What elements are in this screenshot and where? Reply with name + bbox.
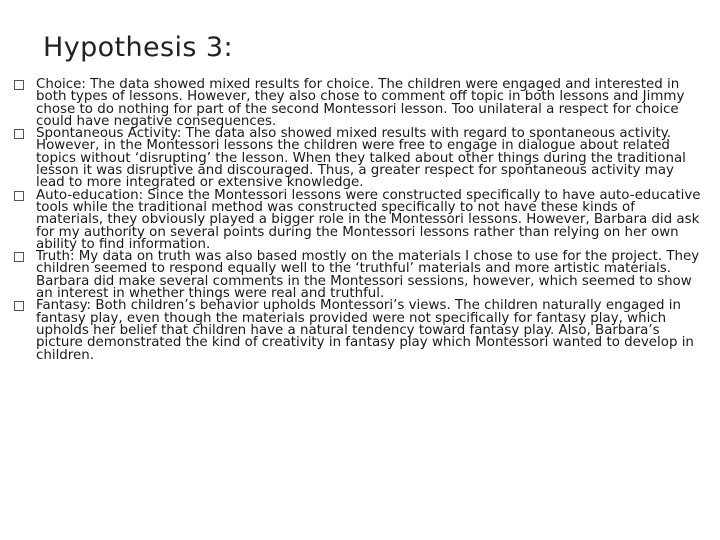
bullet-item-spontaneous-activity bbox=[14, 128, 704, 189]
square-bullet-icon bbox=[14, 80, 24, 90]
bullet-list bbox=[14, 79, 704, 362]
square-bullet-icon bbox=[14, 252, 24, 262]
bullet-text: Spontaneous Activity: The data also showed mixed results with regard to spontaneous activity. However, in the Montessori lessons the children were free to engage in dialogue about related topics without ‘disrupting’ the lesson. When they talked about other things during the traditional lesson it was disruptive and discouraged. Thus, a greater respect for spontaneous activity may lead to more integrated or extensive knowledge. bbox=[36, 126, 686, 191]
bullet-text: Choice: The data showed mixed results for choice. The children were engaged and interested in both types of lessons. However, they also chose to comment off topic in both lessons and Jimmy chose to do nothing for part of the second Montessori lesson. Too unilateral a respect for choice could have negative consequences. bbox=[36, 77, 685, 129]
square-bullet-icon bbox=[14, 129, 24, 139]
square-bullet-icon bbox=[14, 191, 24, 201]
bullet-item-truth bbox=[14, 251, 704, 300]
bullet-item-auto-education bbox=[14, 187, 704, 252]
bullet-item-fantasy bbox=[14, 300, 704, 361]
slide-title: Hypothesis 3: bbox=[43, 32, 233, 63]
bullet-text: Truth: My data on truth was also based mostly on the materials I chose to use for the project. They children seemed to respond equally well to the ‘truthful’ materials and more artistic materials. Barbara did make several comments in the Montessori sessions, however, which seemed to show an interest in whether things were real and truthful. bbox=[36, 249, 700, 302]
bullet-text: Fantasy: Both children’s behavior upholds Montessori’s views. The children naturally engaged in fantasy play, even though the materials provided were not specifically for fantasy play, which upholds her belief that children have a natural tendency toward fantasy play. Also, Barbara’s picture demonstrated the kind of creativity in fantasy play which Montessori wanted to develop in children. bbox=[36, 298, 694, 363]
square-bullet-icon bbox=[14, 301, 24, 311]
bullet-item-choice bbox=[14, 79, 704, 128]
bullet-text: Auto-education: Since the Montessori lessons were constructed specifically to have auto-educative tools while the traditional method was constructed specifically to not have these kinds of materials, they obviously played a bigger role in the Montessori lessons. However, Barbara did ask for my authority on several points during the Montessori lessons rather than relying on her own ability to find information. bbox=[36, 187, 701, 252]
